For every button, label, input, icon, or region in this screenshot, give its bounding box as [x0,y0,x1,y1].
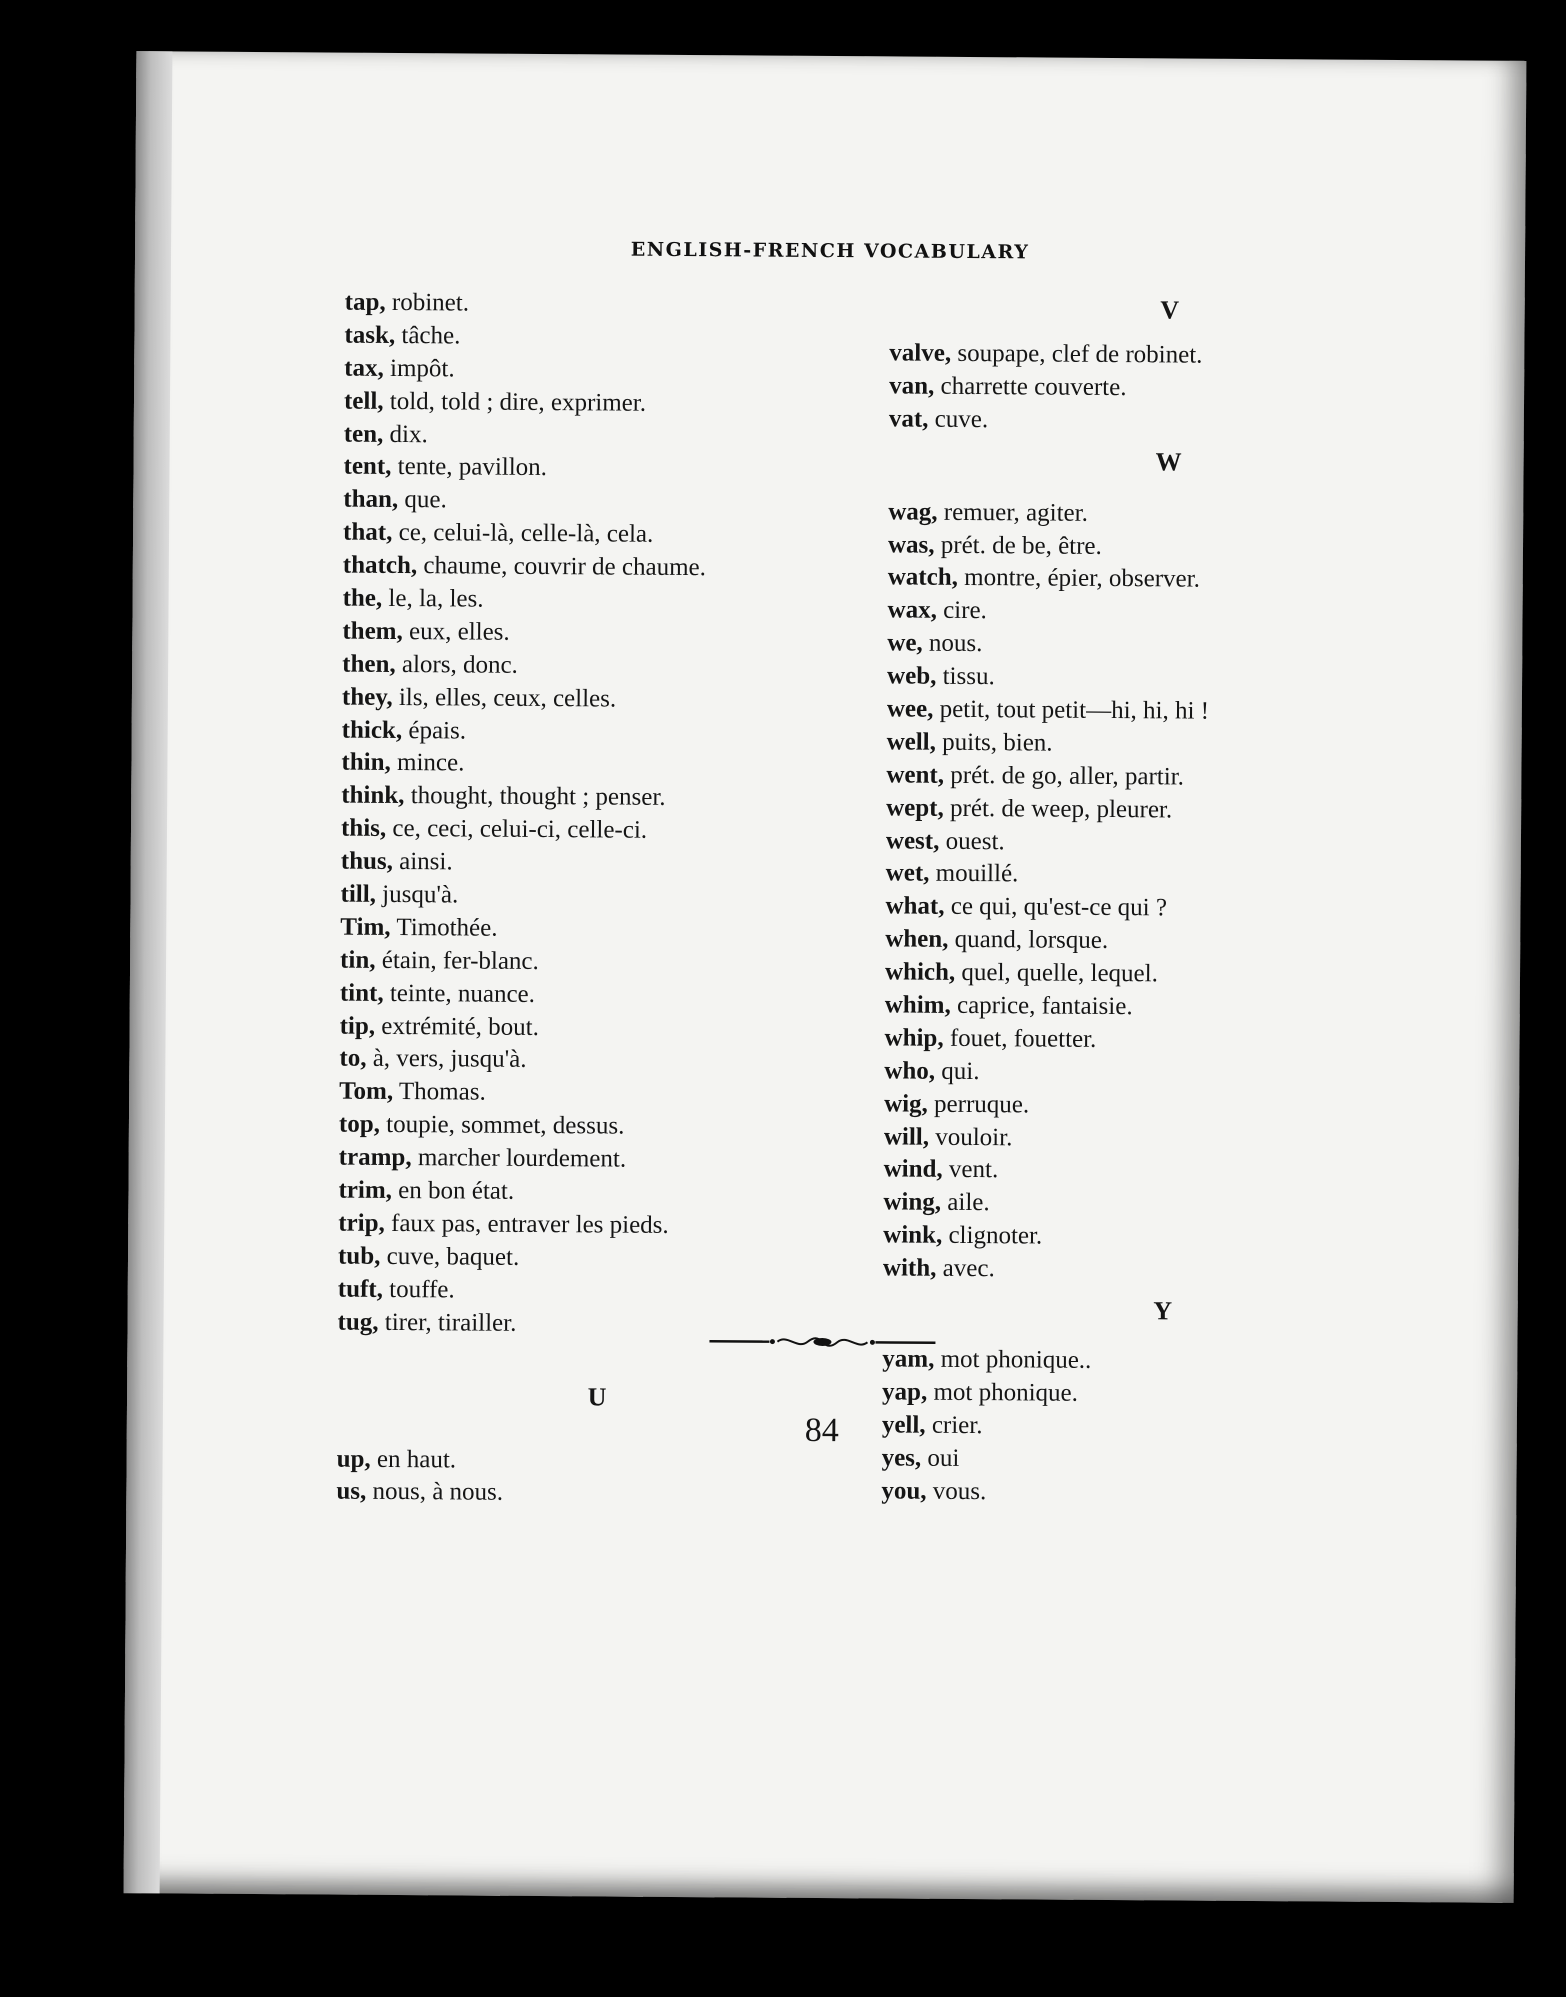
entry-headword: then, [342,650,396,678]
ornament-flourish-icon [707,1329,937,1355]
entry-headword: yes, [881,1444,922,1472]
entry-definition: avec. [936,1254,995,1283]
entry-headword: that, [342,518,393,547]
vocab-entry [883,1187,1443,1224]
vocab-entry [886,825,1446,862]
vocab-entry [341,813,861,850]
right-column [881,290,1449,1511]
entry-definition: mot phonique.. [934,1345,1092,1374]
entry-headword: wept, [886,794,944,822]
entry-headword: thatch, [342,551,418,580]
running-header: ENGLISH-FRENCH VOCABULARY [630,238,1030,264]
entry-headword: will, [883,1123,930,1151]
vocab-entry [888,496,1448,533]
vocab-entry [338,1175,858,1212]
entry-headword: well, [886,728,937,756]
vocab-entry [340,1010,860,1047]
entry-headword: think, [341,781,405,810]
vocab-entry [340,912,860,949]
entry-definition: en bon état. [391,1177,515,1205]
vocab-entry [339,1109,859,1146]
entry-headword: them, [342,617,403,645]
vocab-entry [885,989,1445,1026]
entry-headword: top, [338,1110,381,1139]
entry-definition: faux pas, entraver les pieds. [384,1209,669,1239]
entry-headword: we, [887,629,923,657]
entry-definition: nous, à nous. [366,1478,504,1507]
entry-definition: puits, bien. [935,728,1053,757]
entry-headword: wind, [883,1155,943,1184]
entry-headword: to, [339,1045,367,1073]
entry-definition: en haut. [370,1445,457,1473]
entry-definition: prét. de go, aller, partir. [943,761,1185,791]
vocab-entry [884,1154,1444,1191]
entry-definition: thought, thought ; penser. [404,782,666,812]
entry-definition: caprice, fantaisie. [950,991,1133,1021]
entry-headword: was, [887,530,935,559]
entry-headword: whip, [884,1024,944,1052]
vocab-entry [887,693,1447,730]
entry-definition: épais. [402,716,467,745]
book-spine-shadow [124,51,173,1893]
entry-definition: robinet. [385,288,470,317]
vocab-entry [342,681,862,718]
entry-definition: charrette couverte. [934,372,1127,401]
entry-definition: Thomas. [393,1078,486,1107]
entry-definition: dix. [383,420,428,448]
entry-definition: teinte, nuance. [383,979,536,1008]
entry-headword: vat, [888,405,929,433]
entry-headword: task, [344,321,396,349]
entry-headword: wax, [887,596,937,625]
vocab-entry [884,1088,1444,1125]
entry-definition: perruque. [927,1090,1030,1119]
entry-definition: ouest. [939,827,1005,855]
entry-definition: ce qui, qu'est-ce qui ? [944,893,1168,922]
vocab-entry [888,529,1448,566]
entry-definition: clignoter. [942,1222,1043,1250]
entry-headword: this, [340,814,387,843]
vocab-entry [344,352,864,389]
entry-definition: tente, pavillon. [391,453,548,482]
entry-headword: who, [884,1057,936,1085]
entry-definition: mince. [390,749,465,777]
entry-definition: aile. [940,1189,990,1217]
entry-headword: thus, [340,847,394,876]
entry-definition: le, la, les. [382,584,484,613]
entry-headword: up, [336,1445,371,1473]
vocab-entry [884,1055,1444,1092]
vocab-entry [342,714,862,751]
vocab-entry [342,616,862,653]
entry-headword: wig, [884,1090,928,1118]
entry-headword: trim, [338,1176,393,1205]
vocab-entry [341,747,861,784]
entry-headword: Tom, [339,1077,394,1106]
entry-definition: prét. de be, être. [934,531,1102,560]
entry-headword: trip, [338,1209,385,1237]
entry-headword: web, [887,662,937,690]
entry-definition: tissu. [936,662,995,691]
entry-headword: when, [885,925,949,954]
entry-headword: wink, [883,1221,943,1250]
entry-definition: mouillé. [929,860,1019,888]
entry-headword: tub, [337,1242,381,1270]
entry-definition: quand, lorsque. [948,926,1109,955]
vocab-entry [888,562,1448,599]
vocab-entry [887,726,1447,763]
vocab-entry [884,1022,1444,1059]
vocab-entry [887,628,1447,665]
entry-definition: mot phonique. [927,1378,1079,1407]
entry-definition: fouet, fouetter. [943,1024,1097,1053]
entry-headword: wag, [888,498,938,526]
vocab-entry [887,595,1447,632]
entry-headword: wee, [886,695,934,723]
entry-definition: nous. [922,629,983,658]
vocab-entry [889,370,1449,407]
entry-definition: qui. [934,1057,980,1085]
vocab-entry [884,1121,1444,1158]
entry-headword: they, [341,683,393,711]
entry-definition: vent. [942,1156,999,1184]
vocab-entry [338,1273,858,1310]
entry-headword: with, [882,1254,937,1282]
entry-definition: Timothée. [390,913,498,942]
entry-definition: vous. [926,1477,987,1505]
entry-headword: tin, [340,946,376,974]
entry-definition: montre, épier, observer. [957,564,1200,594]
entry-definition: told, told ; dire, exprimer. [383,387,647,417]
vocab-entry [344,385,864,422]
vocab-entry [883,1220,1443,1257]
entry-headword: what, [885,892,945,921]
entry-headword: thin, [341,749,391,777]
vocab-entry [344,418,864,455]
entry-headword: tint, [339,979,384,1007]
entry-definition: crier. [925,1411,983,1439]
vocab-entry [889,337,1449,374]
entry-headword: wet, [885,859,930,888]
entry-definition: ce, celui-là, celle-là, cela. [392,519,654,549]
entry-definition: petit, tout petit—hi, hi, hi ! [933,695,1210,725]
vocab-entry [885,924,1445,961]
entry-headword: yell, [881,1411,926,1439]
entry-definition: cuve. [928,405,989,433]
book-page [124,51,1527,1903]
vocab-entry [345,287,865,324]
entry-definition: touffe. [382,1275,455,1304]
vocab-entry [340,977,860,1014]
entry-headword: tax, [344,354,384,382]
entry-definition: eux, elles. [402,617,510,646]
vocab-entry [338,1240,858,1277]
entry-headword: tap, [344,288,386,316]
vocab-entry [339,1043,859,1080]
vocab-entry [881,1475,1441,1512]
t-entries [337,287,864,1343]
entry-headword: than, [343,485,399,514]
vocab-entry [338,1208,858,1245]
entry-headword: tent, [343,453,392,481]
vocab-entry [882,1376,1442,1413]
entry-definition: ce, ceci, celui-ci, celle-ci. [386,815,648,845]
letter-heading-w: W [1155,446,1182,477]
vocab-entry [343,550,863,587]
entry-headword: tip, [339,1012,376,1040]
entry-headword: us, [336,1477,367,1506]
vocab-entry [886,792,1446,829]
entry-definition: marcher lourdement. [411,1144,627,1173]
entry-definition: oui [921,1444,960,1472]
vocab-entry [340,879,860,916]
vocab-entry [883,1253,1443,1290]
entry-definition: quel, quelle, lequel. [955,959,1158,988]
entry-headword: ten, [343,420,384,448]
entry-definition: à, vers, jusqu'à. [366,1045,527,1074]
entry-definition: ils, elles, ceux, celles. [392,683,617,713]
entry-definition: cuve, baquet. [380,1242,520,1271]
entry-definition: tirer, tirailler. [378,1308,517,1337]
entry-headword: Tim, [340,913,391,941]
entry-headword: tramp, [338,1143,412,1172]
entry-headword: yap, [882,1378,928,1406]
vocab-entry [341,846,861,883]
entry-headword: wing, [883,1188,942,1217]
vocab-entry [341,780,861,817]
vocab-entry [336,1476,856,1513]
entry-definition: vouloir. [928,1123,1013,1151]
entry-headword: went, [886,761,945,789]
vocab-entry [339,1076,859,1113]
vocab-entry [887,661,1447,698]
entry-definition: étain, fer-blanc. [375,946,539,975]
entry-definition: prét. de weep, pleurer. [943,794,1173,824]
vocab-entry [885,891,1445,928]
vocab-entry [885,957,1445,994]
entry-headword: which, [884,958,956,987]
letter-heading-u: U [587,1381,607,1411]
entry-definition: soupape, clef de robinet. [951,339,1203,369]
entry-definition: extrémité, bout. [374,1012,540,1041]
entry-definition: ainsi. [392,848,453,876]
u-entries [336,1443,856,1512]
vocab-entry [340,944,860,981]
page-number: 84 [804,1411,839,1450]
letter-heading-y: Y [1153,1296,1173,1326]
entry-headword: you, [881,1477,927,1505]
v-entries [889,337,1450,440]
entry-headword: tug, [337,1308,379,1336]
vocab-entry [343,484,863,521]
entry-definition: tâche. [395,321,461,350]
entry-headword: yam, [882,1345,935,1373]
vocab-entry [343,517,863,554]
entry-definition: chaume, couvrir de chaume. [417,552,707,582]
entry-definition: remuer, agiter. [937,498,1088,527]
entry-definition: impôt. [383,354,455,383]
vocab-entry [886,858,1446,895]
vocab-entry [886,759,1446,796]
entry-headword: tell, [343,387,384,415]
entry-headword: whim, [884,991,951,1019]
vocab-entry [344,320,864,357]
entry-definition: cire. [936,597,987,625]
entry-headword: valve, [889,339,952,367]
entry-definition: jusqu'à. [375,880,459,909]
entry-definition: toupie, sommet, dessus. [379,1111,625,1140]
w-entries [883,496,1448,1289]
vocab-entry [889,403,1449,440]
entry-headword: thick, [341,716,403,744]
vocab-entry [343,451,863,488]
entry-headword: watch, [887,563,959,592]
entry-definition: alors, donc. [395,650,518,679]
entry-headword: west, [885,827,940,855]
letter-heading-v: V [1160,295,1180,325]
entry-definition: que. [398,486,447,514]
entry-headword: tuft, [337,1275,384,1303]
vocab-entry [339,1142,859,1179]
vocab-entry [342,648,862,685]
entry-headword: van, [889,372,935,400]
entry-headword: the, [342,584,383,612]
entry-headword: till, [340,880,377,908]
vocab-entry [343,583,863,620]
